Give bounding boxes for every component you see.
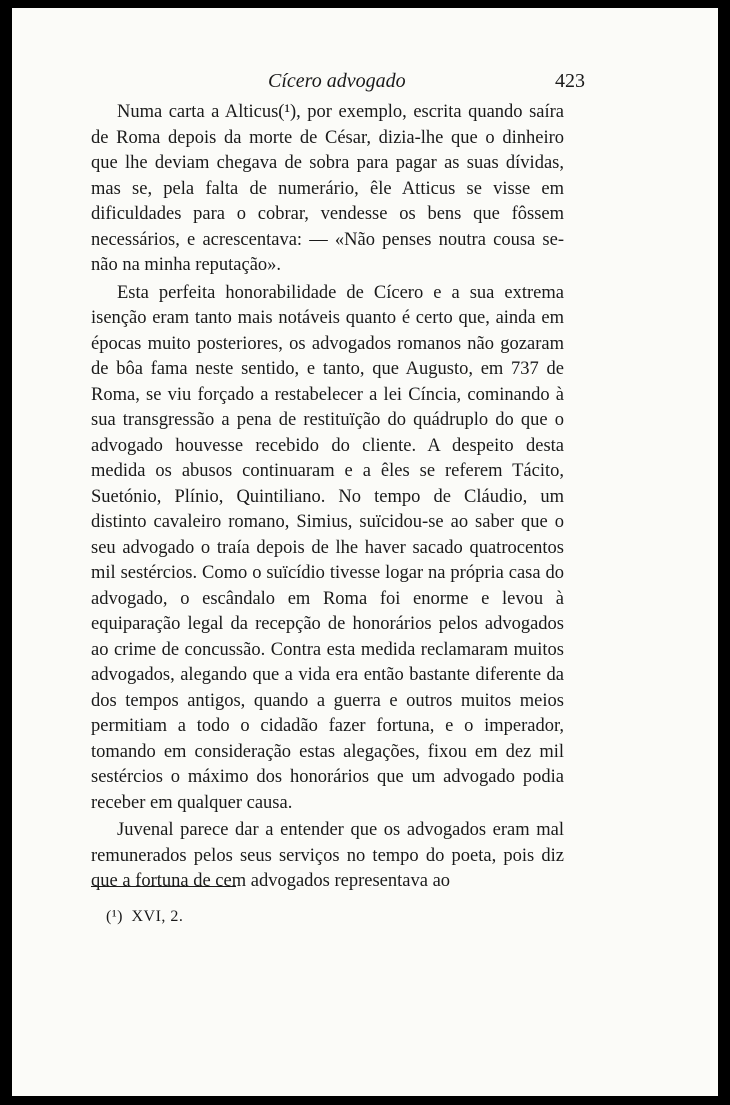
body-text: [91, 100, 564, 897]
paragraph-3: Juvenal parece dar a entender que os advogados eram mal remunerados pelos seus serviços no tempo do poeta, pois diz que a fortuna de cem advogados representava ao: [91, 820, 564, 891]
page-number: 423: [555, 70, 585, 92]
footnote-text: XVI, 2.: [131, 908, 184, 925]
footnote: [106, 908, 183, 926]
footnote-marker: (¹): [106, 908, 123, 925]
paragraph-2: Esta perfeita honorabilidade de Cícero e a sua extrema isenção eram tanto mais notáveis quanto é certo que, ainda em épocas muito posteriores, os advogados romanos não gozaram de bôa fama neste sentido, e tanto, que Augusto, em 737 de Roma, se viu forçado a restabelecer a lei Cíncia, cominando à sua transgressão a pena de restituïção do quádruplo do que o advogado houvesse recebido do cliente. A despeito desta medida os abusos continuaram e a êles se referem Tácito, Suetónio, Plínio, Quintiliano. No tempo de Cláudio, um distinto cavaleiro romano, Simius, suïcidou-se ao saber que o seu advogado o traía depois de lhe haver sacado quatrocentos mil sestércios. Como o suïcídio tivesse logar na própria casa do advogado, o escândalo em Roma foi enorme e levou à equiparação legal da recepção de honorários pelos advogados ao crime de concussão. Contra esta medida reclamaram muitos advogados, alegando que a vida era então bastante diferente da dos tempos antigos, quando a guerra e outros muitos meios permitiam a todo o cidadão fazer fortuna, e o imperador, tomando em consideração estas alegações, fixou em dez mil sestércios o máximo dos honorários que um advogado podia receber em qualquer causa.: [91, 282, 564, 813]
paragraph-1: Numa carta a Alticus(¹), por exemplo, escrita quando saíra de Roma depois da morte de César, dizia-lhe que o dinheiro que lhe deviam chegava de sobra para pagar as suas dívidas, mas se, pela falta de numerário, êle Atticus se visse em dificuldades para o cobrar, vendesse os bens que fôssem necessários, e acrescentava: — «Não penses noutra cousa senão na minha reputação».: [91, 102, 564, 275]
page-header: [12, 70, 718, 100]
footnote-divider: [91, 886, 236, 887]
running-title: Cícero advogado: [268, 70, 406, 92]
